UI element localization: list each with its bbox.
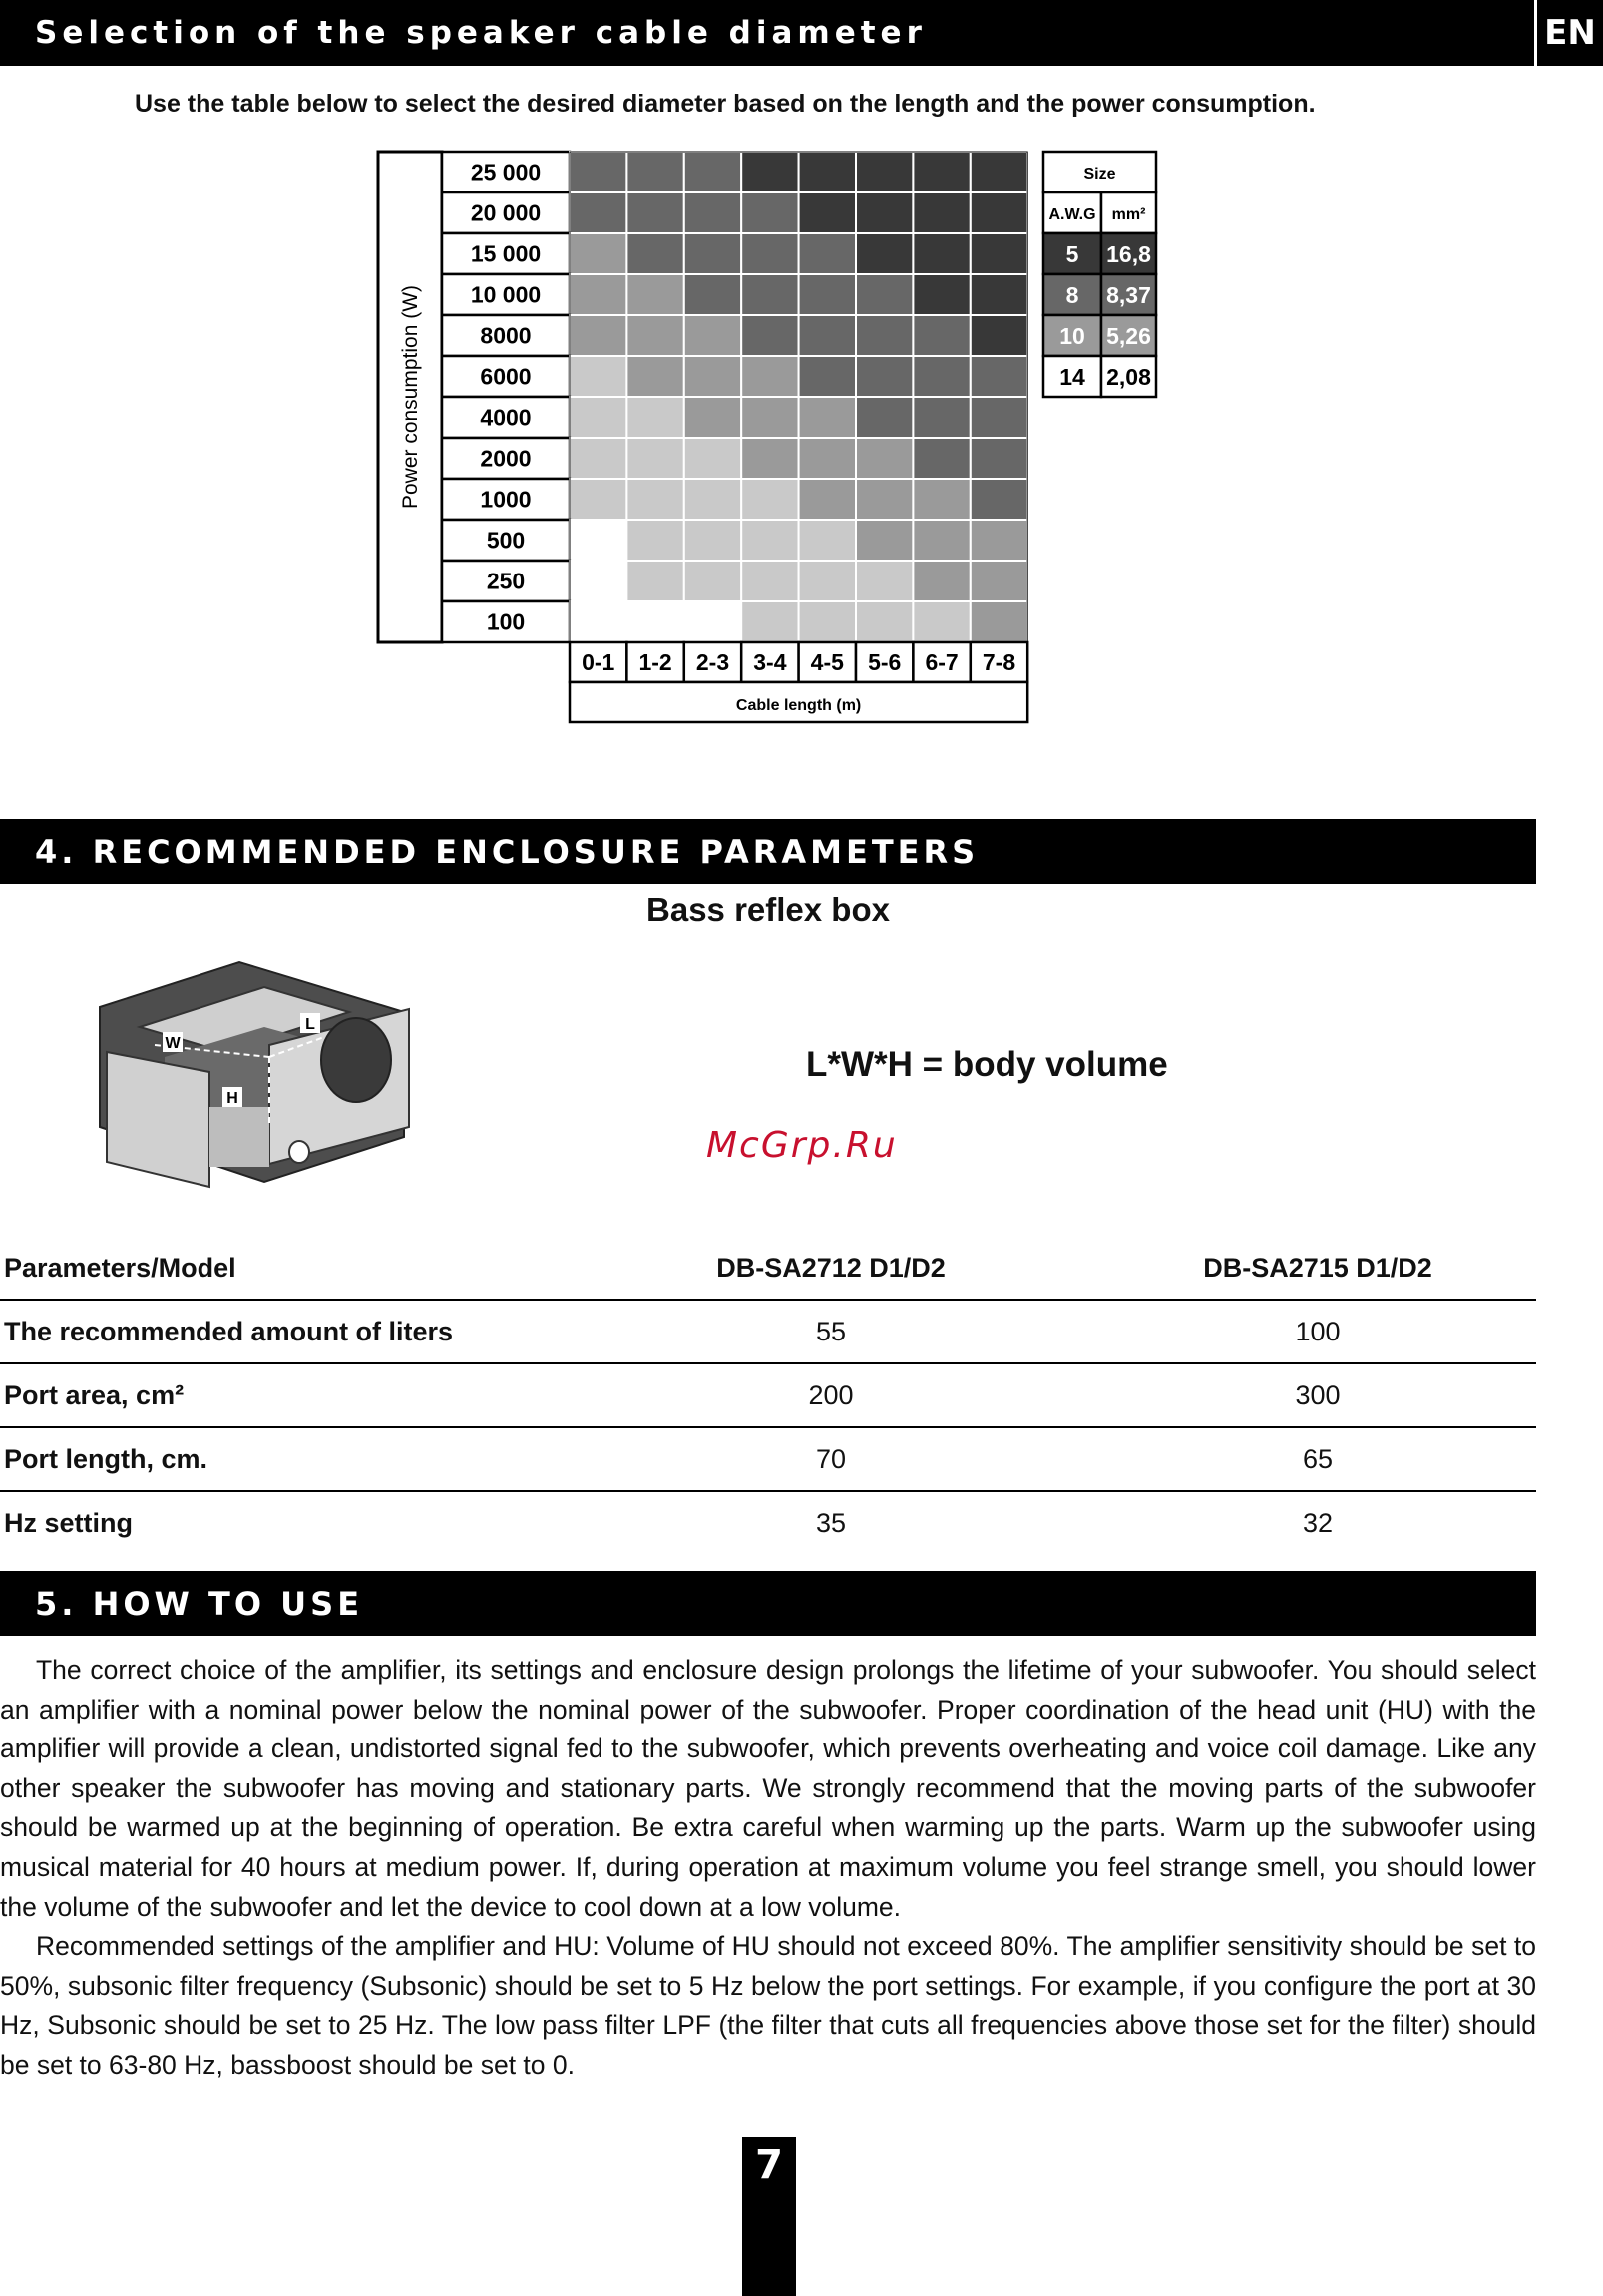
heatmap-cell <box>741 561 798 601</box>
row-label: 25 000 <box>470 159 542 186</box>
heatmap-cell <box>626 233 683 274</box>
param-value: 70 <box>563 1427 1095 1491</box>
heatmap-cell <box>971 520 1027 561</box>
how-to-use-text <box>0 1651 1536 2086</box>
heatmap-cell <box>913 192 970 233</box>
heatmap-cell <box>971 315 1027 356</box>
header-model-1: DB-SA2712 D1/D2 <box>716 1252 946 1283</box>
param-value: 32 <box>1095 1491 1536 1554</box>
heatmap-cell <box>913 520 970 561</box>
legend-awg: 5 <box>1065 241 1079 267</box>
param-label: Port length, cm. <box>0 1427 563 1491</box>
volume-formula: L*W*H = body volume <box>806 1045 1168 1084</box>
heatmap-cell <box>626 274 683 315</box>
label-l: L <box>305 1016 315 1033</box>
heatmap-cell <box>741 233 798 274</box>
heatmap-cell <box>913 397 970 438</box>
heatmap-cell <box>684 479 741 520</box>
label-h: H <box>226 1090 238 1107</box>
legend-mm2: 5,26 <box>1106 323 1151 349</box>
heatmap-cell <box>799 438 856 479</box>
heatmap-cell <box>799 601 856 642</box>
heatmap-cell <box>626 520 683 561</box>
param-value: 300 <box>1095 1363 1536 1427</box>
y-axis-label: Power consumption (W) <box>399 284 422 510</box>
heatmap-cell <box>799 561 856 601</box>
legend-mm2: 2,08 <box>1106 364 1151 390</box>
heatmap-cell <box>570 192 626 233</box>
language-tab: EN <box>1537 0 1603 66</box>
column-label: 6-7 <box>925 649 959 675</box>
header-model-2: DB-SA2715 D1/D2 <box>1203 1252 1432 1283</box>
heatmap-cell <box>741 152 798 192</box>
heatmap-cell <box>570 356 626 397</box>
row-label: 4000 <box>480 404 532 431</box>
section-title: Selection of the speaker cable diameter <box>35 15 927 51</box>
paragraph: Recommended settings of the amplifier and HU: Volume of HU should not exceed 80%. The amplifier sensitivity should be set to 50%, subsonic filter frequency (Subsonic) should be set to 5 Hz below the port settings. For example, if you configure the port at 30 Hz, Subsonic should be set to 25 Hz. The low pass filter LPF (the filter that cuts all frequencies above those set for the filter) should be set to 63-80 Hz, bassboost should be set to 0. <box>0 1931 1536 2080</box>
heatmap-cell <box>856 438 913 479</box>
column-label: 5-6 <box>868 649 902 675</box>
heatmap-cell <box>971 561 1027 601</box>
x-axis-label: Cable length (m) <box>735 697 862 714</box>
heatmap-cell <box>626 438 683 479</box>
column-label: 4-5 <box>810 649 844 675</box>
table-row <box>0 1363 1536 1427</box>
row-label: 20 000 <box>470 199 542 226</box>
heatmap-cell <box>741 479 798 520</box>
row-label: 250 <box>486 568 526 594</box>
heatmap-cell <box>684 152 741 192</box>
heatmap-cell <box>856 152 913 192</box>
param-label: Hz setting <box>0 1491 563 1554</box>
row-label: 500 <box>486 527 526 554</box>
heatmap-cell <box>971 397 1027 438</box>
heatmap-cell <box>570 561 626 601</box>
legend-awg: 10 <box>1059 323 1085 349</box>
heatmap-cell <box>856 356 913 397</box>
heatmap-cell <box>799 274 856 315</box>
heatmap-cell <box>684 438 741 479</box>
heatmap-cell <box>626 356 683 397</box>
param-value: 200 <box>563 1363 1095 1427</box>
heatmap-cell <box>570 233 626 274</box>
heatmap-cell <box>570 438 626 479</box>
column-label: 7-8 <box>982 649 1016 675</box>
section-title: 5. HOW TO USE <box>35 1584 364 1623</box>
heatmap-cell <box>913 274 970 315</box>
param-value: 55 <box>563 1300 1095 1363</box>
heatmap-cell <box>913 479 970 520</box>
label-w: W <box>165 1035 181 1052</box>
row-label: 15 000 <box>470 240 542 267</box>
heatmap-cell <box>856 397 913 438</box>
heatmap-cell <box>799 192 856 233</box>
heatmap-cell <box>570 520 626 561</box>
param-label: The recommended amount of liters <box>0 1300 563 1363</box>
intro-text: Use the table below to select the desired diameter based on the length and the power consumption. <box>135 90 1316 118</box>
heatmap-cell <box>856 520 913 561</box>
heatmap-cell <box>971 438 1027 479</box>
heatmap-cell <box>684 315 741 356</box>
row-label: 2000 <box>480 445 532 472</box>
heatmap-cell <box>913 561 970 601</box>
page-number: 7 <box>742 2137 796 2296</box>
heatmap-cell <box>684 601 741 642</box>
legend-header-awg: A.W.G <box>1048 206 1096 223</box>
row-label: 6000 <box>480 363 532 390</box>
box-bottom-panel <box>209 1107 269 1167</box>
row-label: 100 <box>486 608 526 635</box>
heatmap-cell <box>856 233 913 274</box>
heatmap-cell <box>570 479 626 520</box>
heatmap-cell <box>684 397 741 438</box>
heatmap-cell <box>856 192 913 233</box>
heatmap-cell <box>856 274 913 315</box>
section-title: 4. RECOMMENDED ENCLOSURE PARAMETERS <box>35 832 980 871</box>
legend-header-mm2: mm² <box>1111 206 1146 223</box>
cable-diameter-chart <box>0 140 1603 878</box>
paragraph: The correct choice of the amplifier, its settings and enclosure design prolongs the lifetime of your subwoofer. You should select an amplifier with a nominal power below the nominal power of the subwoofer. Proper coordination of the head unit (HU) with the amplifier will provide a clean, undistorted signal fed to the subwoofer, which prevents overheating and voice coil damage. Like any other speaker the subwoofer has moving and stationary parts. We strongly recommend that the moving parts of the subwoofer should be warmed up at the beginning of operation. Be extra careful when warming up the parts. Warm up the subwoofer using musical material for 40 hours at medium power. If, during operation at maximum volume you feel strange smell, you should lower the volume of the subwoofer and let the device to cool down at a low volume. <box>0 1655 1536 1922</box>
heatmap-cell <box>741 397 798 438</box>
heatmap-cell <box>913 356 970 397</box>
heatmap-cell <box>626 601 683 642</box>
heatmap-cell <box>570 601 626 642</box>
enclosure-parameters-table <box>0 1237 1536 1554</box>
heatmap-cell <box>913 438 970 479</box>
param-value: 35 <box>563 1491 1095 1554</box>
heatmap-cell <box>626 397 683 438</box>
param-value: 65 <box>1095 1427 1536 1491</box>
heatmap-cell <box>799 520 856 561</box>
table-header-row <box>0 1237 1536 1300</box>
heatmap-cell <box>684 274 741 315</box>
row-label: 1000 <box>480 486 532 513</box>
heatmap-cell <box>741 356 798 397</box>
heatmap-cell <box>626 479 683 520</box>
param-label: Port area, cm² <box>0 1363 563 1427</box>
heatmap-cell <box>741 274 798 315</box>
heatmap-cell <box>971 479 1027 520</box>
subtitle: Bass reflex box <box>646 891 890 928</box>
row-label: 10 000 <box>470 281 542 308</box>
column-label: 3-4 <box>753 649 787 675</box>
heatmap-cell <box>684 520 741 561</box>
heatmap-cell <box>913 152 970 192</box>
heatmap-cell <box>913 233 970 274</box>
port-hole <box>289 1141 309 1163</box>
heatmap-cell <box>971 356 1027 397</box>
heatmap-cell <box>971 274 1027 315</box>
column-label: 2-3 <box>695 649 730 675</box>
legend-awg: 8 <box>1065 282 1079 308</box>
heatmap-cell <box>684 561 741 601</box>
heatmap-cell <box>971 601 1027 642</box>
heatmap-cell <box>856 479 913 520</box>
heatmap-cell <box>570 274 626 315</box>
heatmap-cell <box>626 152 683 192</box>
heatmap-cell <box>913 315 970 356</box>
heatmap-cell <box>799 152 856 192</box>
heatmap-cell <box>971 233 1027 274</box>
table-row <box>0 1427 1536 1491</box>
row-label: 8000 <box>480 322 532 349</box>
heatmap-cell <box>913 601 970 642</box>
legend-mm2: 8,37 <box>1106 282 1151 308</box>
bass-reflex-box-diagram <box>95 957 424 1197</box>
heatmap-cell <box>684 356 741 397</box>
heatmap-cell <box>799 233 856 274</box>
heatmap-cell <box>799 315 856 356</box>
table-row <box>0 1491 1536 1554</box>
heatmap-cell <box>626 561 683 601</box>
heatmap-cell <box>570 315 626 356</box>
heatmap-cell <box>741 192 798 233</box>
legend-mm2: 16,8 <box>1106 241 1151 267</box>
heatmap-cell <box>799 356 856 397</box>
watermark: McGrp.Ru <box>706 1125 898 1166</box>
speaker-hole <box>321 1018 391 1102</box>
heatmap-cell <box>570 397 626 438</box>
table-row <box>0 1300 1536 1363</box>
heatmap-cell <box>570 152 626 192</box>
legend-awg: 14 <box>1059 364 1085 390</box>
heatmap-cell <box>856 315 913 356</box>
section-header-how-to-use <box>0 1571 1536 1636</box>
heatmap-cell <box>799 397 856 438</box>
header-parameters: Parameters/Model <box>4 1252 236 1283</box>
heatmap-cell <box>741 315 798 356</box>
heatmap-cell <box>684 192 741 233</box>
heatmap-cell <box>741 601 798 642</box>
heatmap-cell <box>684 233 741 274</box>
column-label: 1-2 <box>638 649 672 675</box>
param-value: 100 <box>1095 1300 1536 1363</box>
heatmap-cell <box>971 152 1027 192</box>
legend-title: Size <box>1083 166 1116 183</box>
section-header-cable <box>0 0 1534 66</box>
heatmap-cell <box>626 192 683 233</box>
heatmap-cell <box>799 479 856 520</box>
heatmap-cell <box>971 192 1027 233</box>
heatmap-cell <box>741 520 798 561</box>
heatmap-cell <box>741 438 798 479</box>
section-header-enclosure <box>0 819 1536 884</box>
heatmap-cell <box>856 601 913 642</box>
box-side-panel <box>107 1052 209 1187</box>
heatmap-cell <box>856 561 913 601</box>
heatmap-cell <box>626 315 683 356</box>
column-label: 0-1 <box>582 649 615 675</box>
